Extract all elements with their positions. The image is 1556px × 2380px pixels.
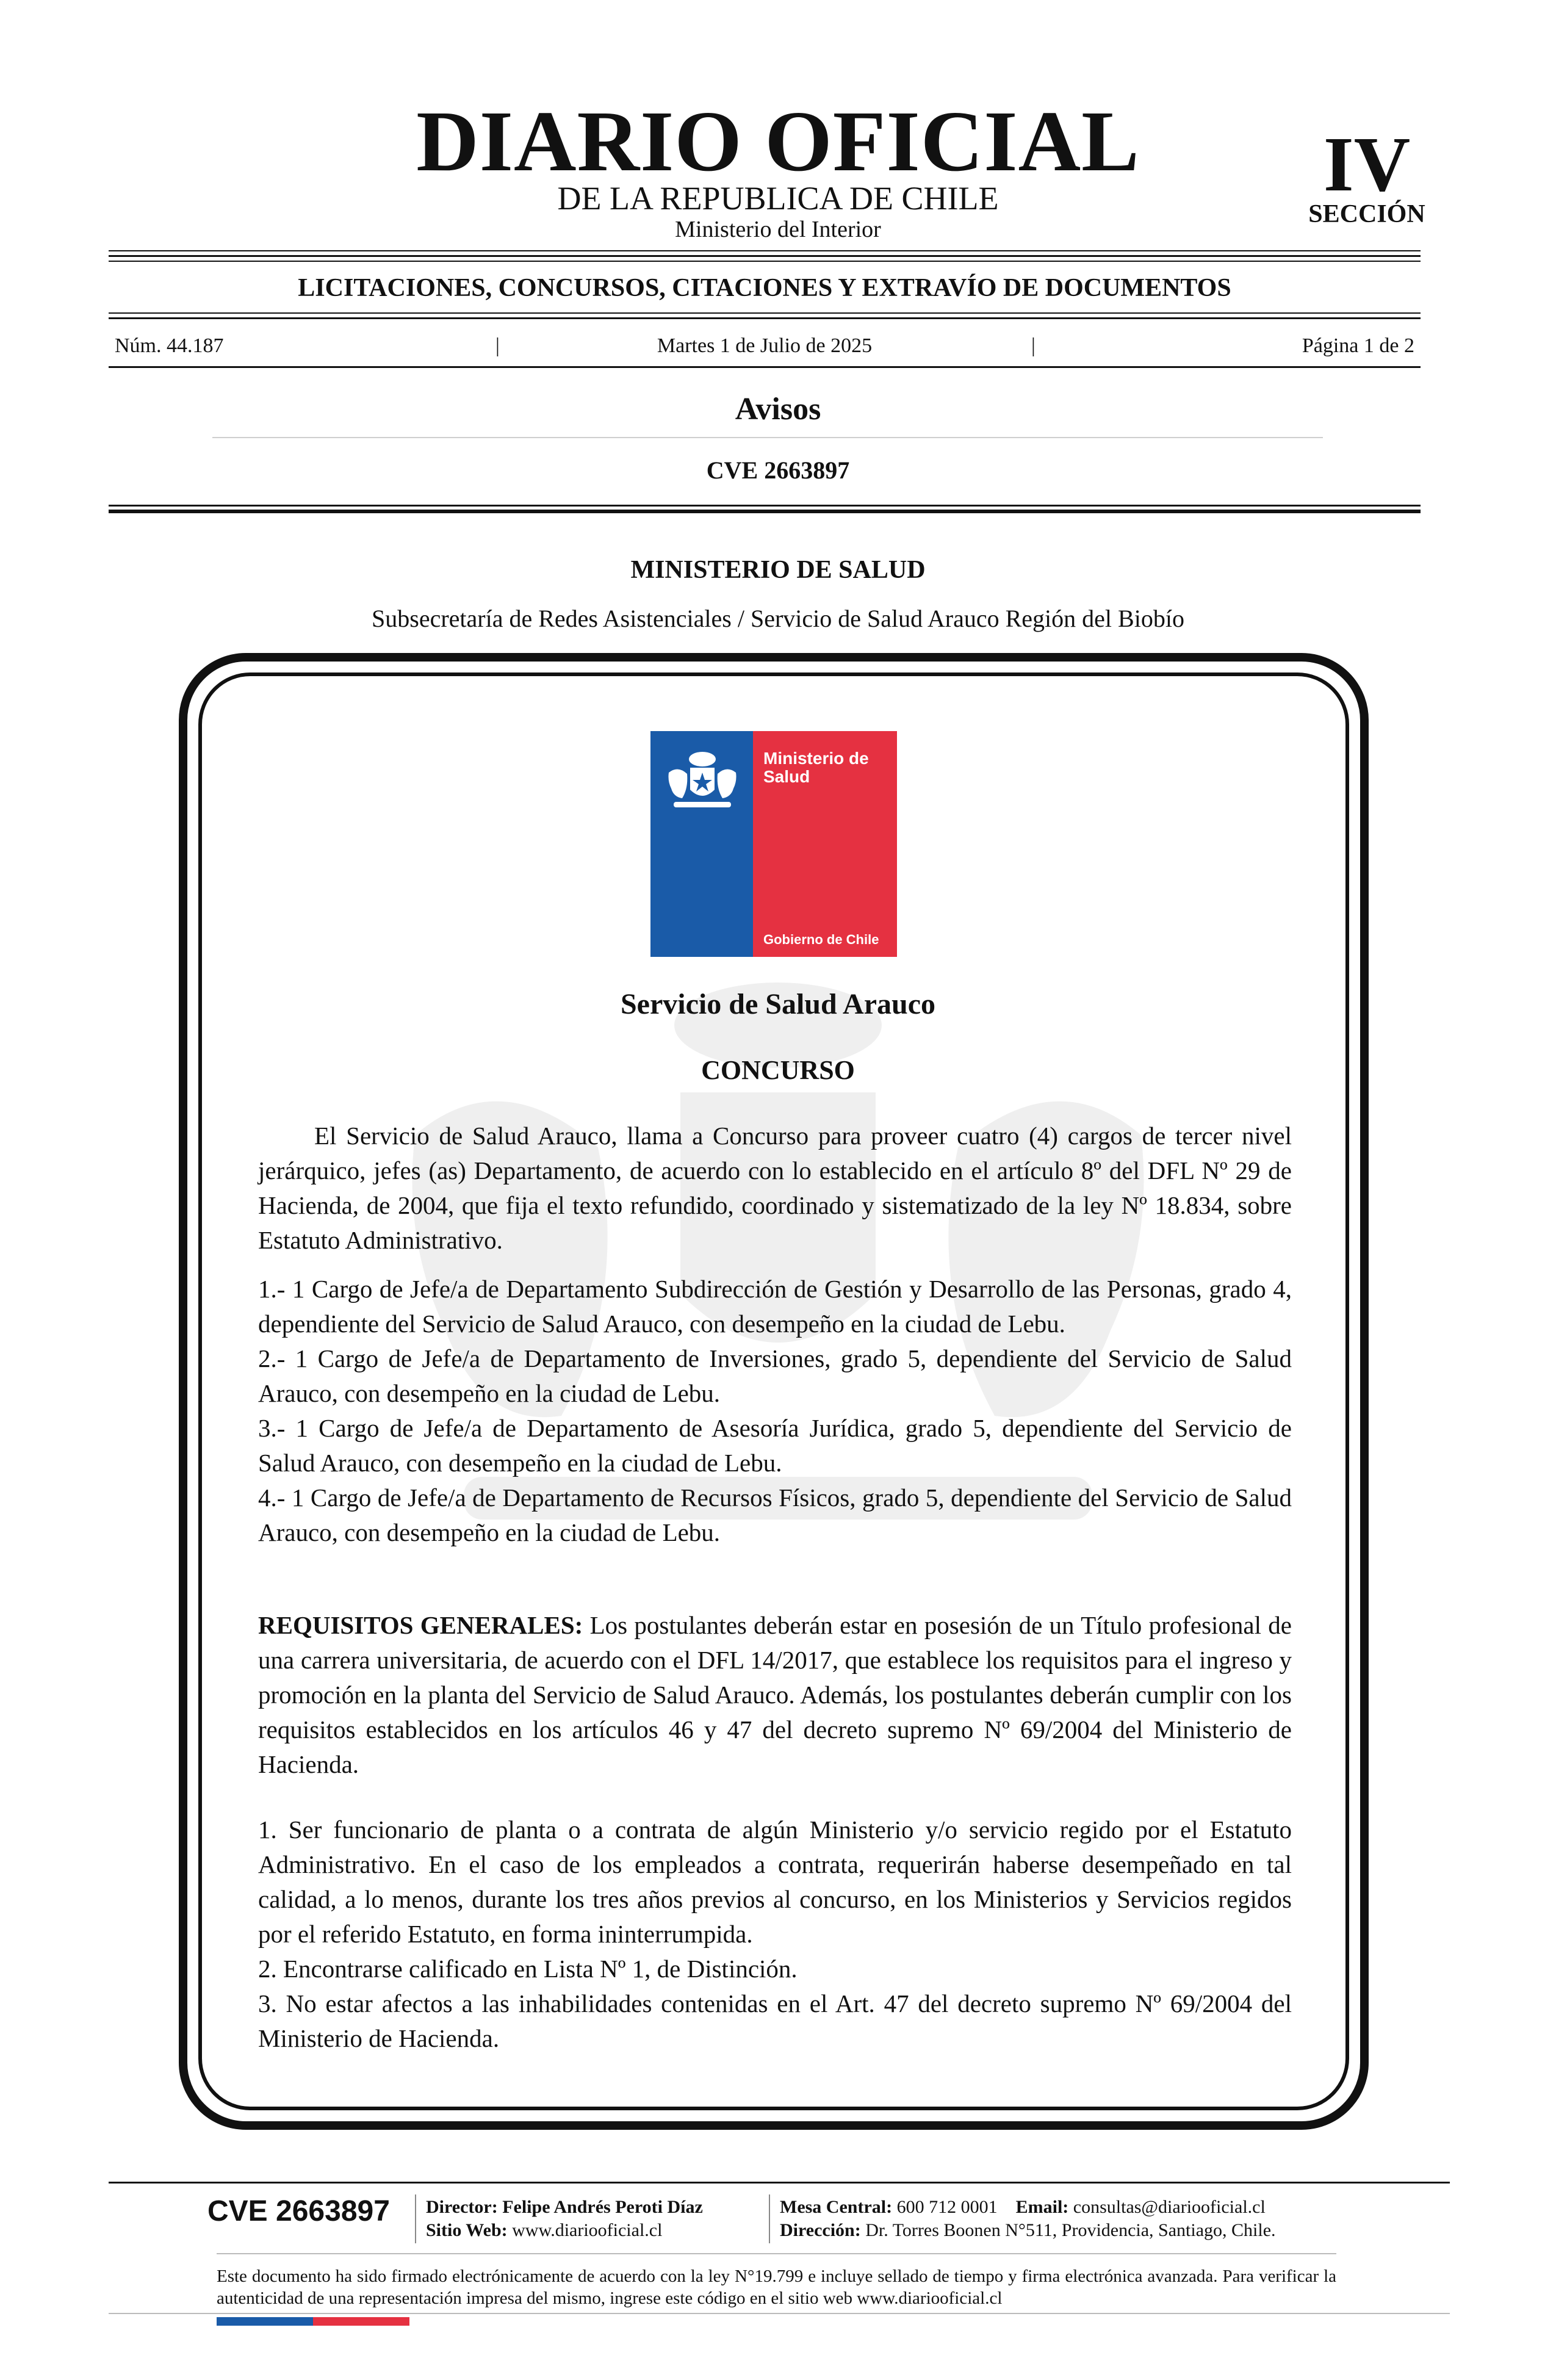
direccion-label: Dirección: [780, 2220, 861, 2240]
requisitos-paragraph [258, 1608, 1292, 1782]
notice-concurso-title: CONCURSO [701, 1055, 855, 1085]
masthead-ministry: Ministerio del Interior [675, 217, 881, 242]
masthead-rule [109, 250, 1421, 251]
footer-director-block [426, 2196, 703, 2242]
section-heading: Avisos [735, 392, 821, 427]
requisitos-label: REQUISITOS GENERALES: [258, 1611, 583, 1639]
masthead-title: DIARIO OFICIAL [416, 93, 1140, 189]
issue-rule [109, 366, 1421, 368]
subsecretaria-line: Subsecretaría de Redes Asistenciales / Servicio de Salud Arauco Región del Biobío [372, 605, 1184, 632]
flag-bar-blue [217, 2317, 313, 2326]
header-bottom-rule [109, 510, 1421, 513]
section-word: SECCIÓN [1308, 200, 1425, 228]
condition-item: 1. Ser funcionario de planta o a contrata de algún Ministerio y/o servicio regido por el Estatuto Administrativo. En el caso de los empleados a contrata, requerirán haberse desempeñado en tal calidad, a lo menos, durante los tres años previos al concurso, en los Ministerios y Servicios regidos por el referido Estatuto, en forma ininterrumpida. [258, 1816, 1292, 1948]
logo-line1: Ministerio de [763, 749, 869, 768]
cargo-item: 1.- 1 Cargo de Jefe/a de Departamento Subdirección de Gestión y Desarrollo de las Personas, grado 4, dependiente del Servicio de Salud Arauco, con desempeño en la ciudad de Lebu. [258, 1275, 1292, 1338]
issue-page: Página 1 de 2 [1302, 334, 1414, 357]
issue-date: Martes 1 de Julio de 2025 [657, 334, 873, 357]
footer-rule [109, 2182, 1450, 2183]
issue-separator: | [1031, 334, 1036, 357]
notice-intro-paragraph: El Servicio de Salud Arauco, llama a Concurso para proveer cuatro (4) cargos de tercer nivel jerárquico, jefes (as) Departamento, de acuerdo con lo establecido en el artículo 8º del DFL Nº 29 de Hacienda, de 2004, que fija el texto refundido, coordinado y sistematizado de la ley Nº 18.834, sobre Estatuto Administrativo. [258, 1122, 1292, 1254]
cargo-list [258, 1272, 1292, 1550]
section-number: IV [1323, 121, 1411, 207]
flag-bar-red [313, 2317, 409, 2326]
band-rule [109, 312, 1421, 314]
condition-item: 2. Encontrarse calificado en Lista Nº 1, de Distinción. [258, 1955, 798, 1983]
footer-divider [769, 2194, 770, 2243]
masthead-rule [109, 261, 1421, 262]
footer-legal-text: Este documento ha sido firmado electrónicamente de acuerdo con la ley N°19.799 e incluye sellado de tiempo y firma electrónica avanzada. Para verificar la autenticidad de una representación impresa del mismo, ingrese este código en el sitio web www.diariooficial.cl [217, 2266, 1336, 2308]
director-name: Felipe Andrés Peroti Díaz [502, 2197, 703, 2217]
cargo-item: 4.- 1 Cargo de Jefe/a de Departamento de Recursos Físicos, grado 5, dependiente del Servicio de Salud Arauco, con desempeño en la ciudad de Lebu. [258, 1484, 1292, 1546]
coat-of-arms-icon [663, 748, 742, 809]
requisitos-text: Los postulantes deberán estar en posesión de un Título profesional de una carrera universitaria, de acuerdo con el DFL 14/2017, que establece los requisitos para el ingreso y promoción en la planta del Servicio de Salud Arauco. Además, los postulantes deberán cumplir con los requisitos establecidos en los artículos 46 y 47 del decreto supremo Nº 69/2004 del Ministerio de Hacienda. [258, 1611, 1292, 1778]
footer-contact-block [780, 2196, 1276, 2242]
ministry-heading: MINISTERIO DE SALUD [630, 556, 926, 584]
mesa-label: Mesa Central: [780, 2197, 893, 2217]
email-label: Email: [1015, 2197, 1069, 2217]
masthead-rule [109, 255, 1421, 257]
web-label: Sitio Web: [426, 2220, 508, 2240]
band-rule [109, 317, 1421, 319]
cve-code: CVE 2663897 [706, 456, 850, 484]
email-link[interactable]: consultas@diariooficial.cl [1073, 2197, 1266, 2217]
conditions-list [258, 1812, 1292, 2056]
heading-rule [212, 437, 1323, 438]
mesa-phone: 600 712 0001 [896, 2197, 998, 2217]
direccion-text: Dr. Torres Boonen N°511, Providencia, Santiago, Chile. [865, 2220, 1276, 2240]
cargo-item: 3.- 1 Cargo de Jefe/a de Departamento de Asesoría Jurídica, grado 5, dependiente del Servicio de Salud Arauco, con desempeño en la ciudad de Lebu. [258, 1414, 1292, 1477]
logo-line2: Salud [763, 767, 810, 786]
notice-service-title: Servicio de Salud Arauco [620, 988, 936, 1020]
logo-gobierno-text: Gobierno de Chile [763, 932, 879, 947]
footer-rule [109, 2313, 1450, 2314]
issue-separator: | [495, 334, 500, 357]
header-bottom-rule [109, 505, 1421, 507]
section-band-title: LICITACIONES, CONCURSOS, CITACIONES Y EXTRAVÍO DE DOCUMENTOS [298, 274, 1231, 302]
director-label: Director: [426, 2197, 498, 2217]
masthead-subtitle: DE LA REPUBLICA DE CHILE [557, 180, 999, 217]
footer-divider [415, 2194, 416, 2243]
cargo-item: 2.- 1 Cargo de Jefe/a de Departamento de Inversiones, grado 5, dependiente del Servicio de Salud Arauco, con desempeño en la ciudad de Lebu. [258, 1344, 1292, 1407]
condition-item: 3. No estar afectos a las inhabilidades contenidas en el Art. 47 del decreto supremo Nº 69/2004 del Ministerio de Hacienda. [258, 1989, 1292, 2052]
footer-rule [217, 2253, 1336, 2254]
ministerio-salud-logo [650, 731, 897, 957]
issue-number: Núm. 44.187 [115, 334, 224, 357]
logo-ministerio-text [763, 749, 891, 786]
footer-cve: CVE 2663897 [207, 2195, 390, 2227]
web-link[interactable]: www.diariooficial.cl [512, 2220, 663, 2240]
